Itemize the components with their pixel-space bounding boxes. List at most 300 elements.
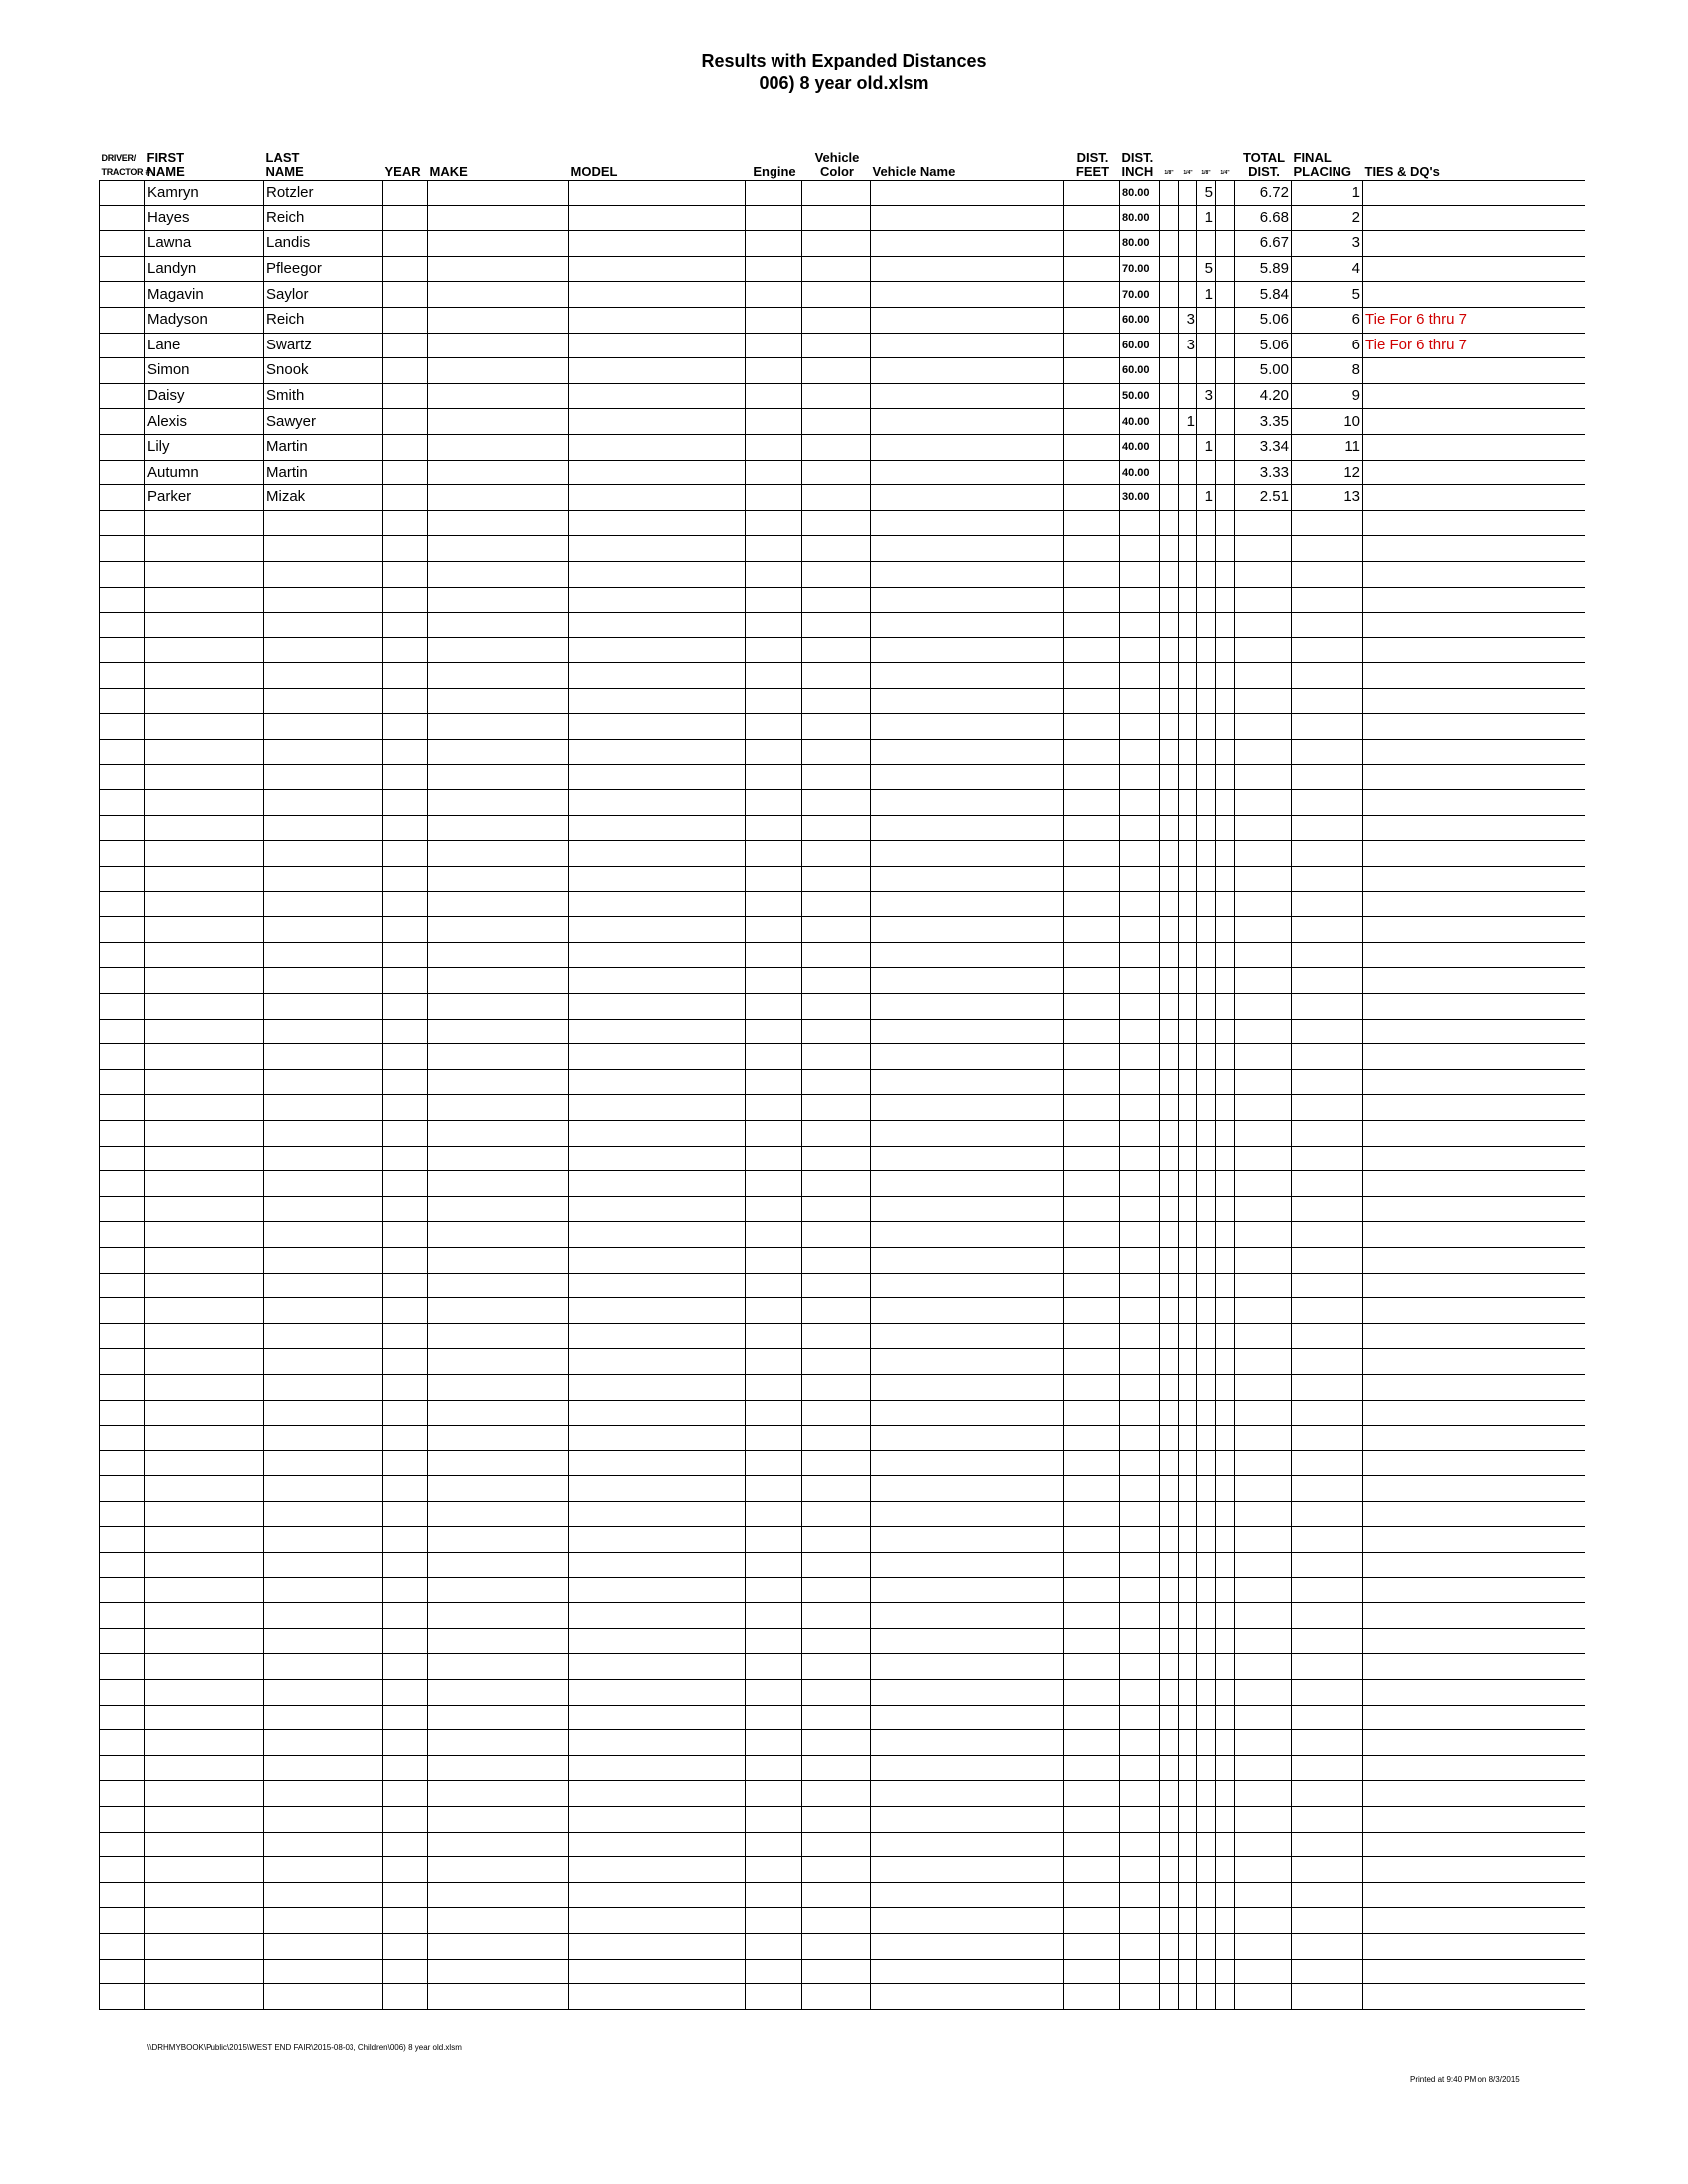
cell-year	[383, 1349, 428, 1375]
cell-last-name	[264, 1501, 383, 1527]
table-row	[100, 714, 1585, 740]
cell-first-name: Autumn	[145, 460, 264, 485]
cell-fraction-3	[1197, 1146, 1216, 1171]
table-row	[100, 1247, 1585, 1273]
table-row	[100, 358, 1585, 384]
cell-ties-dqs: Tie For 6 thru 7	[1363, 307, 1585, 333]
cell-vehicle-color	[802, 1171, 871, 1197]
cell-driver	[100, 1577, 145, 1603]
cell-make	[428, 1908, 569, 1934]
cell-engine	[746, 358, 802, 384]
cell-fraction-1	[1160, 1222, 1179, 1248]
cell-dist-inch	[1120, 1577, 1160, 1603]
cell-fraction-3	[1197, 1807, 1216, 1833]
cell-total-dist	[1235, 867, 1292, 892]
cell-fraction-4	[1216, 1603, 1235, 1629]
cell-final-placing	[1292, 942, 1363, 968]
cell-make	[428, 1755, 569, 1781]
cell-driver	[100, 1400, 145, 1426]
cell-dist-inch	[1120, 1882, 1160, 1908]
cell-fraction-3	[1197, 1069, 1216, 1095]
cell-fraction-3	[1197, 1908, 1216, 1934]
cell-fraction-2	[1179, 891, 1197, 917]
table-row	[100, 1730, 1585, 1756]
header-ties-dqs: TIES & DQ's	[1363, 149, 1585, 181]
cell-fraction-1	[1160, 1603, 1179, 1629]
cell-engine	[746, 1705, 802, 1730]
cell-final-placing	[1292, 841, 1363, 867]
cell-vehicle-name	[871, 1426, 1064, 1451]
table-row	[100, 1832, 1585, 1857]
cell-first-name	[145, 1019, 264, 1044]
header-total-dist: TOTAL DIST.	[1235, 149, 1292, 181]
cell-make	[428, 282, 569, 308]
cell-fraction-4	[1216, 561, 1235, 587]
cell-dist-feet	[1064, 942, 1120, 968]
cell-dist-inch: 40.00	[1120, 460, 1160, 485]
cell-engine	[746, 1044, 802, 1070]
cell-last-name	[264, 1527, 383, 1553]
cell-engine	[746, 1628, 802, 1654]
cell-model	[569, 994, 746, 1020]
cell-year	[383, 1755, 428, 1781]
cell-vehicle-color	[802, 1222, 871, 1248]
cell-year	[383, 1857, 428, 1883]
cell-engine	[746, 1298, 802, 1324]
cell-total-dist	[1235, 917, 1292, 943]
cell-fraction-4	[1216, 1933, 1235, 1959]
cell-driver	[100, 1680, 145, 1706]
cell-vehicle-color	[802, 1984, 871, 2010]
cell-vehicle-color	[802, 1527, 871, 1553]
cell-first-name	[145, 1146, 264, 1171]
cell-engine	[746, 1171, 802, 1197]
cell-first-name	[145, 1882, 264, 1908]
cell-dist-inch: 60.00	[1120, 307, 1160, 333]
cell-fraction-3	[1197, 1095, 1216, 1121]
cell-fraction-3	[1197, 409, 1216, 435]
cell-engine	[746, 1807, 802, 1833]
cell-dist-feet	[1064, 1247, 1120, 1273]
cell-driver	[100, 1628, 145, 1654]
cell-total-dist: 6.67	[1235, 231, 1292, 257]
cell-fraction-3	[1197, 1577, 1216, 1603]
cell-ties-dqs	[1363, 1628, 1585, 1654]
table-row	[100, 841, 1585, 867]
cell-model	[569, 1426, 746, 1451]
cell-fraction-3	[1197, 613, 1216, 638]
cell-make	[428, 181, 569, 206]
cell-engine	[746, 1120, 802, 1146]
cell-year	[383, 994, 428, 1020]
cell-dist-inch: 50.00	[1120, 383, 1160, 409]
cell-total-dist	[1235, 1426, 1292, 1451]
cell-fraction-4	[1216, 1044, 1235, 1070]
cell-ties-dqs	[1363, 1374, 1585, 1400]
cell-fraction-1	[1160, 1349, 1179, 1375]
cell-engine	[746, 1095, 802, 1121]
cell-last-name	[264, 867, 383, 892]
cell-year	[383, 409, 428, 435]
cell-total-dist	[1235, 1680, 1292, 1706]
cell-ties-dqs	[1363, 764, 1585, 790]
cell-driver	[100, 790, 145, 816]
cell-fraction-1	[1160, 1908, 1179, 1934]
cell-fraction-2	[1179, 1933, 1197, 1959]
cell-vehicle-color	[802, 942, 871, 968]
cell-dist-feet	[1064, 815, 1120, 841]
cell-dist-inch	[1120, 1349, 1160, 1375]
cell-fraction-2	[1179, 714, 1197, 740]
cell-driver	[100, 1323, 145, 1349]
cell-vehicle-color	[802, 663, 871, 689]
cell-first-name	[145, 637, 264, 663]
cell-fraction-1	[1160, 764, 1179, 790]
cell-year	[383, 1527, 428, 1553]
cell-vehicle-color	[802, 587, 871, 613]
cell-vehicle-name	[871, 968, 1064, 994]
cell-vehicle-name	[871, 1882, 1064, 1908]
cell-total-dist: 3.33	[1235, 460, 1292, 485]
cell-year	[383, 1298, 428, 1324]
cell-dist-feet	[1064, 434, 1120, 460]
cell-vehicle-name	[871, 1146, 1064, 1171]
cell-total-dist: 6.72	[1235, 181, 1292, 206]
cell-vehicle-color	[802, 1882, 871, 1908]
cell-fraction-3	[1197, 917, 1216, 943]
cell-model	[569, 613, 746, 638]
cell-vehicle-color	[802, 1095, 871, 1121]
cell-fraction-3	[1197, 1171, 1216, 1197]
cell-dist-inch	[1120, 536, 1160, 562]
cell-fraction-3: 1	[1197, 282, 1216, 308]
cell-fraction-4	[1216, 1273, 1235, 1298]
cell-total-dist: 6.68	[1235, 205, 1292, 231]
cell-fraction-1	[1160, 994, 1179, 1020]
cell-model	[569, 1323, 746, 1349]
table-row	[100, 460, 1585, 485]
cell-engine	[746, 1426, 802, 1451]
cell-first-name	[145, 1349, 264, 1375]
cell-fraction-2	[1179, 740, 1197, 765]
cell-driver	[100, 613, 145, 638]
cell-year	[383, 434, 428, 460]
cell-ties-dqs	[1363, 1426, 1585, 1451]
cell-final-placing	[1292, 1705, 1363, 1730]
cell-vehicle-color	[802, 637, 871, 663]
cell-fraction-4	[1216, 1146, 1235, 1171]
cell-make	[428, 1628, 569, 1654]
cell-driver	[100, 1781, 145, 1807]
cell-vehicle-name	[871, 256, 1064, 282]
cell-dist-inch: 80.00	[1120, 181, 1160, 206]
cell-driver	[100, 1146, 145, 1171]
cell-fraction-4	[1216, 1476, 1235, 1502]
cell-engine	[746, 714, 802, 740]
cell-make	[428, 231, 569, 257]
cell-make	[428, 1882, 569, 1908]
cell-year	[383, 1146, 428, 1171]
cell-dist-feet	[1064, 1426, 1120, 1451]
cell-make	[428, 1577, 569, 1603]
cell-vehicle-color	[802, 841, 871, 867]
cell-ties-dqs	[1363, 1120, 1585, 1146]
cell-fraction-3	[1197, 510, 1216, 536]
cell-vehicle-name	[871, 815, 1064, 841]
cell-fraction-4	[1216, 1171, 1235, 1197]
cell-fraction-1	[1160, 1959, 1179, 1984]
cell-vehicle-color	[802, 1654, 871, 1680]
cell-vehicle-color	[802, 536, 871, 562]
cell-last-name	[264, 1832, 383, 1857]
cell-vehicle-name	[871, 1196, 1064, 1222]
cell-fraction-3	[1197, 637, 1216, 663]
cell-year	[383, 256, 428, 282]
cell-fraction-3	[1197, 1120, 1216, 1146]
cell-vehicle-name	[871, 536, 1064, 562]
cell-ties-dqs	[1363, 637, 1585, 663]
cell-first-name	[145, 688, 264, 714]
cell-engine	[746, 1069, 802, 1095]
cell-final-placing	[1292, 1882, 1363, 1908]
cell-model	[569, 740, 746, 765]
cell-final-placing	[1292, 1959, 1363, 1984]
cell-driver	[100, 663, 145, 689]
cell-dist-inch	[1120, 1426, 1160, 1451]
cell-total-dist	[1235, 637, 1292, 663]
cell-model	[569, 1527, 746, 1553]
cell-first-name: Landyn	[145, 256, 264, 282]
cell-final-placing	[1292, 891, 1363, 917]
cell-dist-feet	[1064, 1400, 1120, 1426]
cell-make	[428, 1222, 569, 1248]
cell-final-placing	[1292, 1781, 1363, 1807]
table-row	[100, 1603, 1585, 1629]
cell-dist-inch	[1120, 663, 1160, 689]
cell-final-placing	[1292, 1680, 1363, 1706]
cell-last-name	[264, 1069, 383, 1095]
table-row	[100, 383, 1585, 409]
cell-fraction-2	[1179, 1959, 1197, 1984]
cell-model	[569, 1882, 746, 1908]
cell-engine	[746, 663, 802, 689]
cell-last-name: Mizak	[264, 485, 383, 511]
table-row	[100, 1553, 1585, 1578]
cell-fraction-1	[1160, 1628, 1179, 1654]
cell-total-dist	[1235, 561, 1292, 587]
cell-first-name	[145, 1680, 264, 1706]
cell-dist-inch	[1120, 1654, 1160, 1680]
cell-driver	[100, 1501, 145, 1527]
cell-vehicle-name	[871, 764, 1064, 790]
cell-fraction-3	[1197, 1247, 1216, 1273]
cell-fraction-1	[1160, 663, 1179, 689]
cell-fraction-2	[1179, 1603, 1197, 1629]
cell-total-dist	[1235, 1120, 1292, 1146]
cell-engine	[746, 333, 802, 358]
cell-vehicle-color	[802, 510, 871, 536]
table-row	[100, 1807, 1585, 1833]
cell-fraction-4	[1216, 917, 1235, 943]
cell-model	[569, 1705, 746, 1730]
cell-total-dist	[1235, 1882, 1292, 1908]
cell-ties-dqs	[1363, 1501, 1585, 1527]
cell-fraction-1	[1160, 891, 1179, 917]
table-row	[100, 1044, 1585, 1070]
cell-final-placing	[1292, 815, 1363, 841]
table-row	[100, 1146, 1585, 1171]
cell-final-placing	[1292, 1196, 1363, 1222]
cell-dist-inch: 80.00	[1120, 231, 1160, 257]
cell-vehicle-color	[802, 1426, 871, 1451]
cell-make	[428, 1832, 569, 1857]
cell-year	[383, 663, 428, 689]
cell-dist-inch	[1120, 1120, 1160, 1146]
cell-ties-dqs	[1363, 1781, 1585, 1807]
cell-model	[569, 1832, 746, 1857]
cell-first-name	[145, 1577, 264, 1603]
cell-driver	[100, 1247, 145, 1273]
cell-make	[428, 688, 569, 714]
cell-final-placing	[1292, 561, 1363, 587]
cell-final-placing	[1292, 1933, 1363, 1959]
cell-fraction-4	[1216, 282, 1235, 308]
cell-make	[428, 1476, 569, 1502]
cell-last-name: Pfleegor	[264, 256, 383, 282]
cell-year	[383, 942, 428, 968]
cell-model	[569, 1577, 746, 1603]
cell-ties-dqs	[1363, 867, 1585, 892]
cell-dist-inch	[1120, 637, 1160, 663]
cell-dist-feet	[1064, 637, 1120, 663]
cell-year	[383, 1120, 428, 1146]
cell-dist-inch	[1120, 1984, 1160, 2010]
cell-first-name	[145, 815, 264, 841]
table-row	[100, 1577, 1585, 1603]
table-row	[100, 1755, 1585, 1781]
cell-fraction-1	[1160, 1146, 1179, 1171]
cell-fraction-1	[1160, 1781, 1179, 1807]
cell-make	[428, 460, 569, 485]
cell-last-name	[264, 1984, 383, 2010]
cell-driver	[100, 1044, 145, 1070]
cell-first-name	[145, 1044, 264, 1070]
cell-first-name: Hayes	[145, 205, 264, 231]
cell-last-name	[264, 942, 383, 968]
cell-dist-feet	[1064, 409, 1120, 435]
cell-make	[428, 1400, 569, 1426]
cell-dist-inch: 40.00	[1120, 434, 1160, 460]
cell-model	[569, 333, 746, 358]
cell-year	[383, 1577, 428, 1603]
cell-dist-inch	[1120, 1095, 1160, 1121]
cell-engine	[746, 485, 802, 511]
cell-ties-dqs	[1363, 1807, 1585, 1833]
cell-dist-feet	[1064, 790, 1120, 816]
cell-fraction-2	[1179, 613, 1197, 638]
cell-fraction-2	[1179, 1222, 1197, 1248]
cell-fraction-1	[1160, 740, 1179, 765]
cell-fraction-1	[1160, 1069, 1179, 1095]
cell-year	[383, 1781, 428, 1807]
cell-year	[383, 536, 428, 562]
cell-total-dist	[1235, 1400, 1292, 1426]
cell-fraction-2	[1179, 1908, 1197, 1934]
cell-fraction-3	[1197, 1680, 1216, 1706]
cell-make	[428, 613, 569, 638]
cell-engine	[746, 637, 802, 663]
cell-last-name	[264, 1146, 383, 1171]
table-row	[100, 282, 1585, 308]
cell-total-dist	[1235, 1553, 1292, 1578]
cell-final-placing	[1292, 1501, 1363, 1527]
cell-vehicle-name	[871, 663, 1064, 689]
cell-dist-feet	[1064, 764, 1120, 790]
cell-total-dist	[1235, 891, 1292, 917]
cell-year	[383, 1628, 428, 1654]
cell-fraction-4	[1216, 790, 1235, 816]
cell-fraction-4	[1216, 460, 1235, 485]
cell-fraction-1	[1160, 307, 1179, 333]
cell-engine	[746, 1832, 802, 1857]
cell-fraction-3	[1197, 867, 1216, 892]
cell-fraction-3	[1197, 815, 1216, 841]
cell-ties-dqs	[1363, 383, 1585, 409]
cell-engine	[746, 688, 802, 714]
cell-fraction-2	[1179, 1807, 1197, 1833]
cell-make	[428, 587, 569, 613]
cell-total-dist: 5.00	[1235, 358, 1292, 384]
header-last-name: LAST NAME	[264, 149, 383, 181]
cell-first-name	[145, 587, 264, 613]
cell-model	[569, 841, 746, 867]
cell-first-name	[145, 1908, 264, 1934]
cell-make	[428, 841, 569, 867]
cell-vehicle-name	[871, 409, 1064, 435]
cell-fraction-1	[1160, 561, 1179, 587]
cell-final-placing	[1292, 1349, 1363, 1375]
cell-dist-feet	[1064, 1680, 1120, 1706]
table-row	[100, 1222, 1585, 1248]
cell-ties-dqs	[1363, 942, 1585, 968]
cell-driver	[100, 942, 145, 968]
cell-fraction-4	[1216, 942, 1235, 968]
cell-dist-feet	[1064, 1069, 1120, 1095]
cell-total-dist	[1235, 1984, 1292, 2010]
cell-year	[383, 714, 428, 740]
cell-dist-feet	[1064, 587, 1120, 613]
cell-fraction-4	[1216, 1196, 1235, 1222]
cell-last-name: Rotzler	[264, 181, 383, 206]
cell-fraction-1	[1160, 917, 1179, 943]
table-row	[100, 637, 1585, 663]
cell-make	[428, 942, 569, 968]
cell-vehicle-name	[871, 1349, 1064, 1375]
cell-fraction-1	[1160, 1501, 1179, 1527]
cell-vehicle-name	[871, 358, 1064, 384]
cell-total-dist	[1235, 1298, 1292, 1324]
cell-dist-feet	[1064, 1501, 1120, 1527]
cell-fraction-3	[1197, 841, 1216, 867]
cell-final-placing	[1292, 1120, 1363, 1146]
cell-vehicle-color	[802, 1400, 871, 1426]
header-first-name: FIRST NAME	[145, 149, 264, 181]
cell-make	[428, 1527, 569, 1553]
cell-engine	[746, 917, 802, 943]
cell-fraction-1	[1160, 714, 1179, 740]
cell-ties-dqs	[1363, 1222, 1585, 1248]
cell-fraction-1	[1160, 1298, 1179, 1324]
